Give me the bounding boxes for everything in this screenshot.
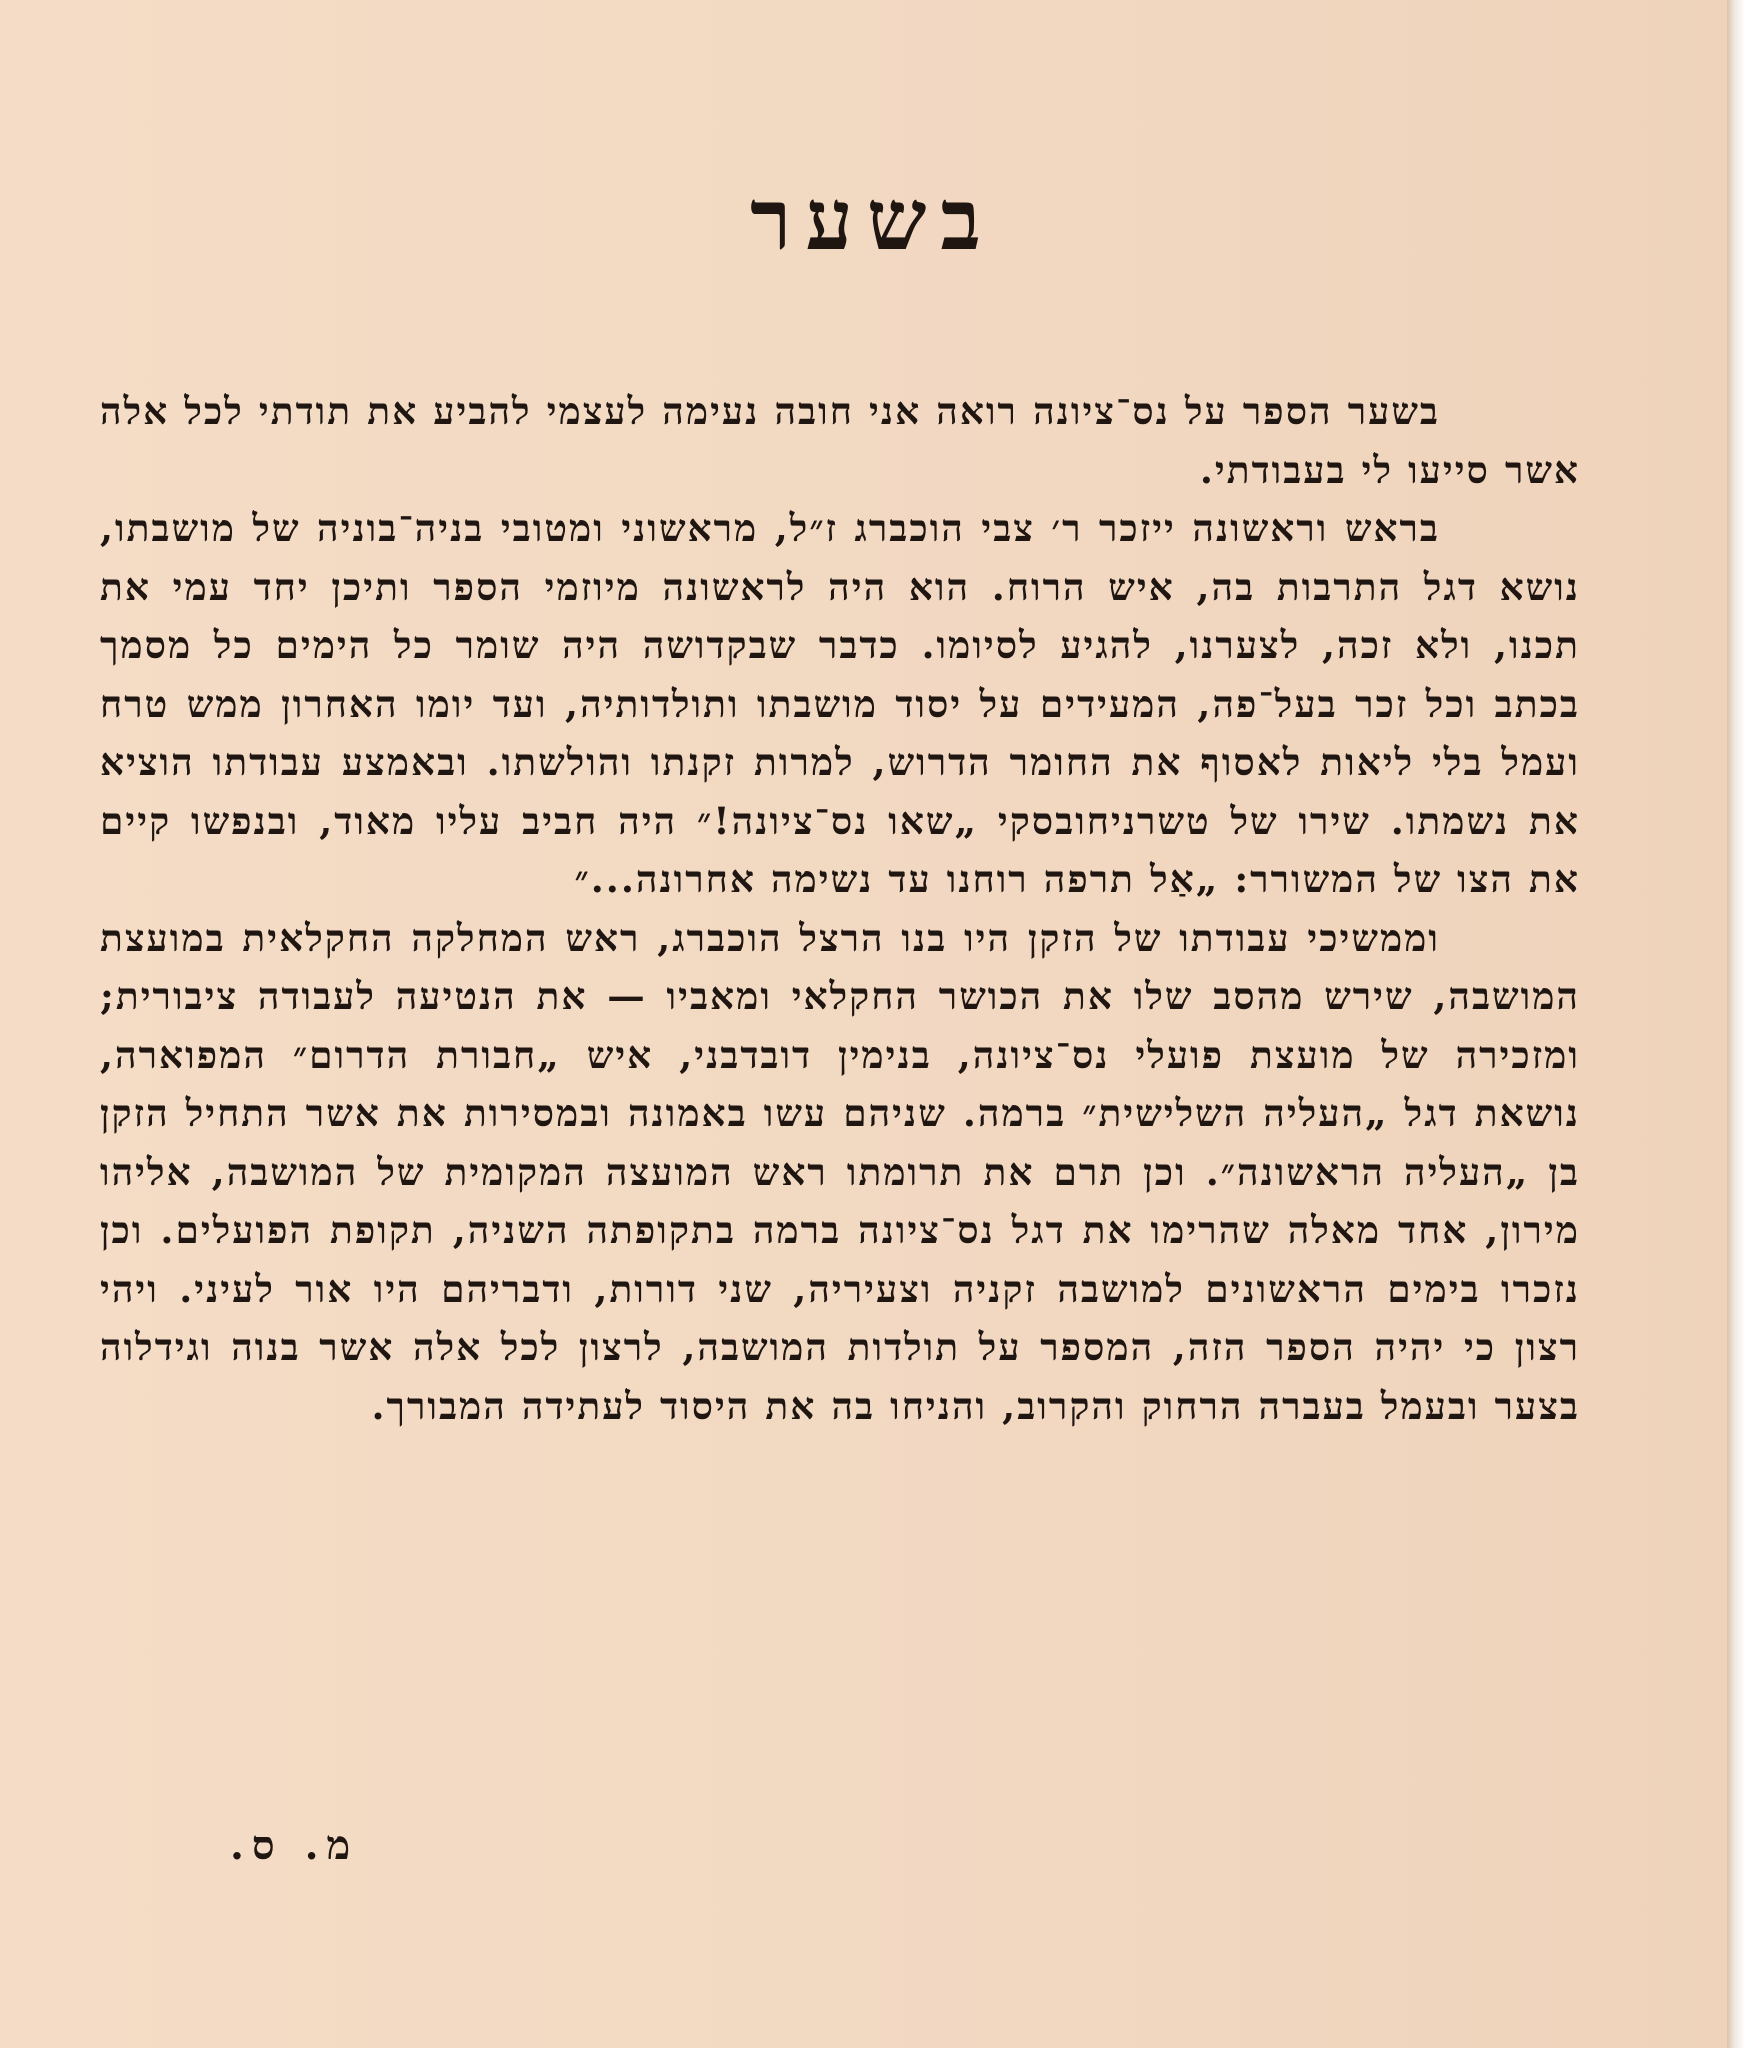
preface-text (100, 382, 1580, 1435)
page-title: בשער (750, 170, 995, 269)
signature: מ. ס. (230, 1822, 359, 1869)
paragraph-thanks: בשער הספר על נס־ציונה רואה אני חובה נעימה לעצמי להביע את תודתי לכל אלה אשר סייעו לי בעבודתי. (100, 389, 1580, 492)
page-edge (1727, 0, 1745, 2048)
paragraph-tribute: בראש וראשונה ייזכר ר׳ צבי הוכברג ז״ל, מראשוני ומטובי בניה־בוניה של מושבתו, נושא דגל התרבות בה, איש הרוח. הוא היה לראשונה מיוזמי הספר ותיכן יחד עמי את תכנו, ולא זכה, לצערנו, להגיע לסיומו. כדבר שבקדושה היה שומר כל הימים כל מסמך בכתב וכל זכר בעל־פה, המעידים על יסוד מושבתו ותולדותיה, ועד יומו האחרון ממש טרח ועמל בלי ליאות לאסוף את החומר הדרוש, למרות זקנתו והולשתו. ובאמצע עבודתו הוציא את נשמתו. שירו של טשרניחובסקי „שאו נס־ציונה!״ היה חביב עליו מאוד, ובנפשו קיים את הצו של המשורר: „אַל תרפה רוחנו עד נשימה אחרונה...״ (100, 506, 1580, 901)
paragraph-successors: וממשיכי עבודתו של הזקן היו בנו הרצל הוכברג, ראש המחלקה החקלאית במועצת המושבה, שירש מהסב שלו את הכושר החקלאי ומאביו — את הנטיעה לעבודה ציבורית; ומזכירה של מועצת פועלי נס־ציונה, בנימין דובדבני, איש „חבורת הדרום״ המפוארה, נושאת דגל „העליה השלישית״ ברמה. שניהם עשו באמונה ובמסירות את אשר התחיל הזקן בן „העליה הראשונה״. וכן תרם את תרומתו ראש המועצה המקומית של המושבה, אליהו מירון, אחד מאלה שהרימו את דגל נס־ציונה ברמה בתקופתה השניה, תקופת הפועלים. וכן נזכרו בימים הראשונים למושבה זקניה וצעיריה, שני דורות, ודבריהם היו אור לעיני. ויהי רצון כי יהיה הספר הזה, המספר על תולדות המושבה, לרצון לכל אלה אשר בנוה וגידלוה בצער ובעמל בעברה הרחוק והקרוב, והניחו בה את היסוד לעתידה המבורך. (100, 915, 1580, 1428)
